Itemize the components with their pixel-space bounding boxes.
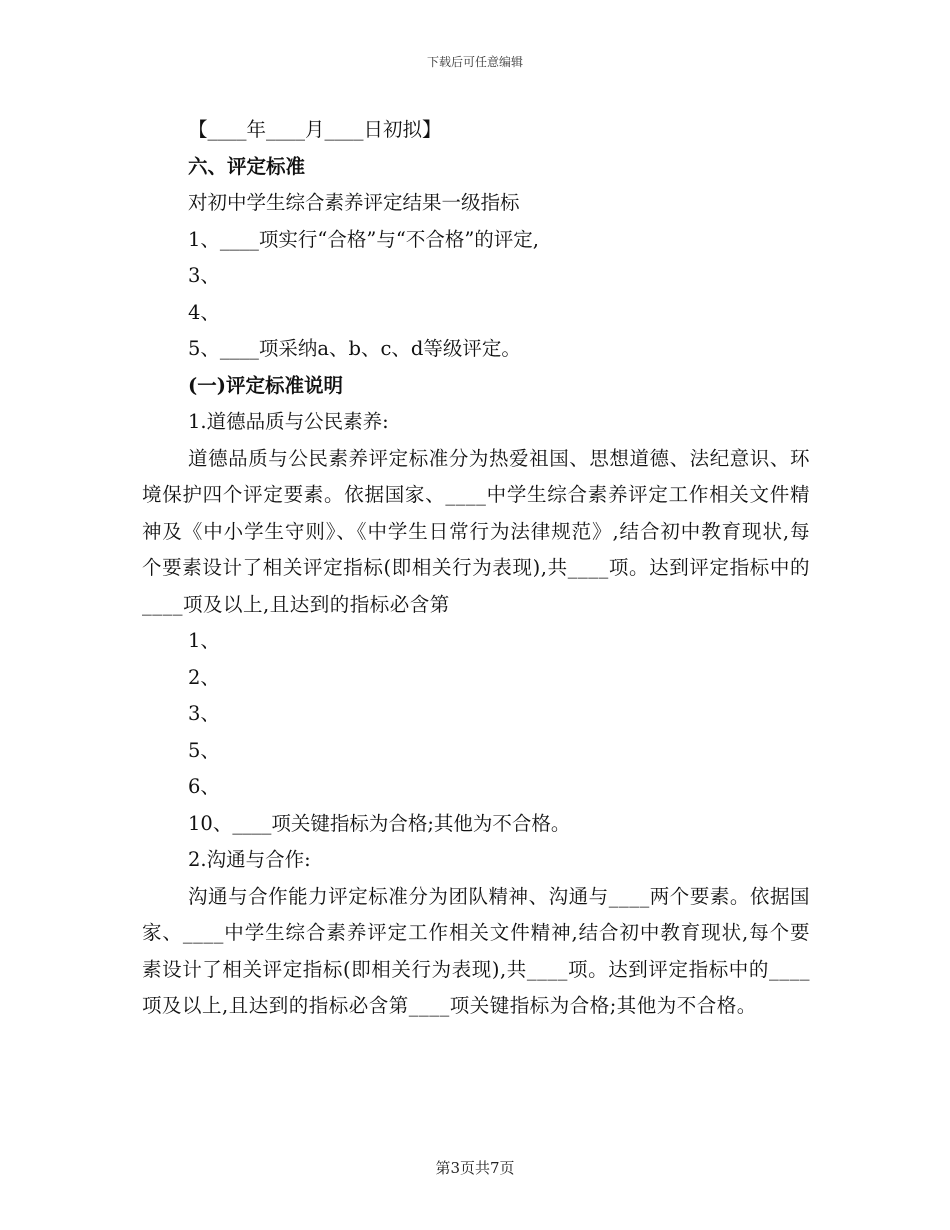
list-item: 5、 <box>188 738 220 762</box>
section-title: 六、评定标准 <box>188 154 306 178</box>
item2-paragraph: 沟通与合作能力评定标准分为团队精神、沟通与____两个要素。依据国家、____中学生综合素养评定工作相关文件精神,结合初中教育现状,每个要素设计了相关评定指标(即相关行为表现),共____项。达到评定指标中的____项及以上,且达到的指标必含第____项关键指标为合格;其他为不合格。 <box>142 884 810 1017</box>
list-item: 6、 <box>188 775 220 798</box>
page-header: 下载后可任意编辑 <box>426 55 523 69</box>
list-item: 3、 <box>188 702 220 725</box>
subsection-title: (一)评定标准说明 <box>188 373 343 397</box>
item1-paragraph: 道德品质与公民素养评定标准分为热爱祖国、思想道德、法纪意识、环境保护四个评定要素。依据国家、____中学生综合素养评定工作相关文件精神及《中小学生守则》、《中学生日常行为法律规范》,结合初中教育现状,每个要素设计了相关评定指标(即相关行为表现),共____项。达到评定指标中的____项及以上,且达到的指标必含第 <box>142 446 810 616</box>
intro-text: 对初中学生综合素养评定结果一级指标 <box>188 191 520 214</box>
page-footer: 第3页共7页 <box>435 1159 515 1177</box>
list-item: 4、 <box>188 300 220 324</box>
list-item: 5、____项采纳a、b、c、d等级评定。 <box>188 337 521 360</box>
list-item: 10、____项关键指标为合格;其他为不合格。 <box>188 811 571 835</box>
list-item: 1、____项实行“合格”与“不合格”的评定, <box>188 227 539 251</box>
list-item: 1、 <box>188 629 220 652</box>
list-item: 2、 <box>188 665 220 689</box>
draft-date-line: 【____年____月____日初拟】 <box>188 118 442 141</box>
list-item: 3、 <box>188 264 220 287</box>
item2-title: 2.沟通与合作: <box>188 848 311 871</box>
document-body <box>142 112 810 1025</box>
item1-title: 1.道德品质与公民素养: <box>188 410 389 433</box>
